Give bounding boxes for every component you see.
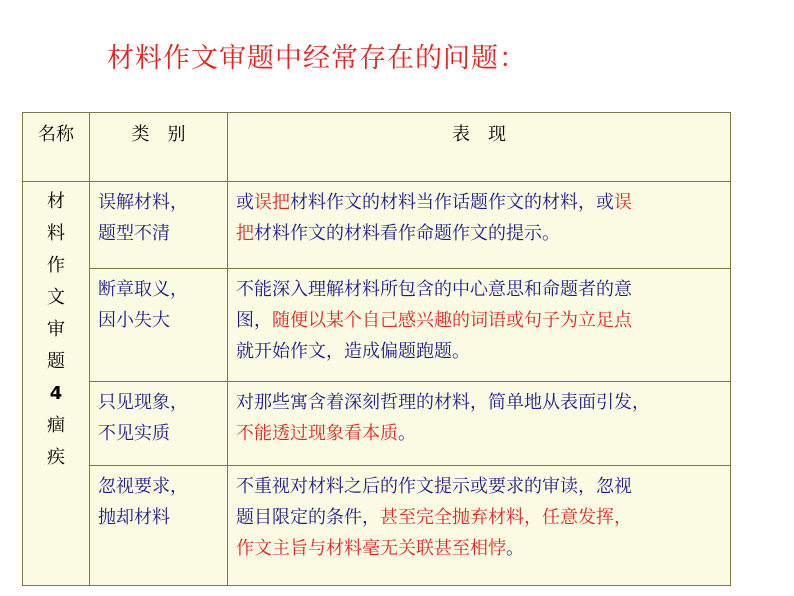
category-cell (90, 182, 228, 269)
show-segment: 就开始作文，造成偏题跑题。 (236, 341, 470, 362)
problems-table (22, 112, 731, 586)
header-category: 类 别 (90, 113, 228, 182)
show-line (236, 387, 730, 418)
category-cell (90, 466, 228, 586)
show-segment: 。 (398, 423, 416, 444)
table-row (23, 382, 731, 466)
show-segment: 随便以某个自己感兴趣的词语或句子为立足点 (272, 310, 632, 331)
category-line: 忽视要求， (98, 476, 188, 497)
category-cell (90, 269, 228, 382)
show-line (236, 471, 730, 502)
table-row (23, 466, 731, 586)
show-cell (228, 466, 731, 586)
name-char: 材 (47, 191, 65, 212)
show-segment: 不能透过现象看本质 (236, 423, 398, 444)
category-line: 只见现象， (98, 392, 188, 413)
show-cell (228, 182, 731, 269)
show-line (236, 218, 730, 249)
show-line (236, 187, 730, 218)
show-segment: 误把 (254, 192, 290, 213)
header-name: 名称 (23, 113, 90, 182)
show-segment: 不能深入理解材料所包含的中心意思和命题者的意 (236, 279, 632, 300)
show-segment: 题目限定的条件， (236, 507, 380, 528)
show-line (236, 305, 730, 336)
show-segment: 或 (236, 192, 254, 213)
category-line: 误解材料， (98, 192, 188, 213)
category-cell (90, 382, 228, 466)
show-segment: 作文主旨与材料毫无关联甚至相悖 (236, 538, 506, 559)
name-char: 4 (49, 383, 63, 404)
show-segment: 对那些寓含着深刻哲理的材料，简单地从表面引发， (236, 392, 650, 413)
show-segment: 甚至完全抛弃材料，任意发挥， (380, 507, 632, 528)
name-char: 文 (47, 287, 65, 308)
table-row (23, 269, 731, 382)
show-segment: 材料作文的材料看作命题作文的提示。 (254, 223, 560, 244)
show-segment: 图， (236, 310, 272, 331)
show-segment: 材料作文的材料当作话题作文的材料，或 (290, 192, 614, 213)
category-line: 不见实质 (98, 423, 170, 444)
problems-table-wrap (22, 112, 731, 586)
name-char: 疾 (47, 447, 65, 468)
category-line: 断章取义， (98, 279, 188, 300)
name-char: 作 (47, 255, 65, 276)
show-cell (228, 382, 731, 466)
show-line (236, 502, 730, 533)
header-show: 表 现 (228, 113, 731, 182)
name-char: 题 (47, 351, 65, 372)
name-char: 审 (47, 319, 65, 340)
name-char: 料 (47, 223, 65, 244)
name-char: 痼 (47, 415, 65, 436)
show-segment: 不重视对材料之后的作文提示或要求的审读，忽视 (236, 476, 632, 497)
show-segment: 误 (614, 192, 632, 213)
show-segment: 。 (506, 538, 524, 559)
category-line: 题型不清 (98, 223, 170, 244)
header-row (23, 113, 731, 182)
name-cell (23, 182, 90, 586)
page-title: 材料作文审题中经常存在的问题： (107, 43, 527, 74)
category-line: 因小失大 (98, 310, 170, 331)
show-line (236, 336, 730, 367)
show-line (236, 533, 730, 564)
show-segment: 把 (236, 223, 254, 244)
show-cell (228, 269, 731, 382)
category-line: 抛却材料 (98, 507, 170, 528)
show-line (236, 274, 730, 305)
show-line (236, 418, 730, 449)
table-row (23, 182, 731, 269)
